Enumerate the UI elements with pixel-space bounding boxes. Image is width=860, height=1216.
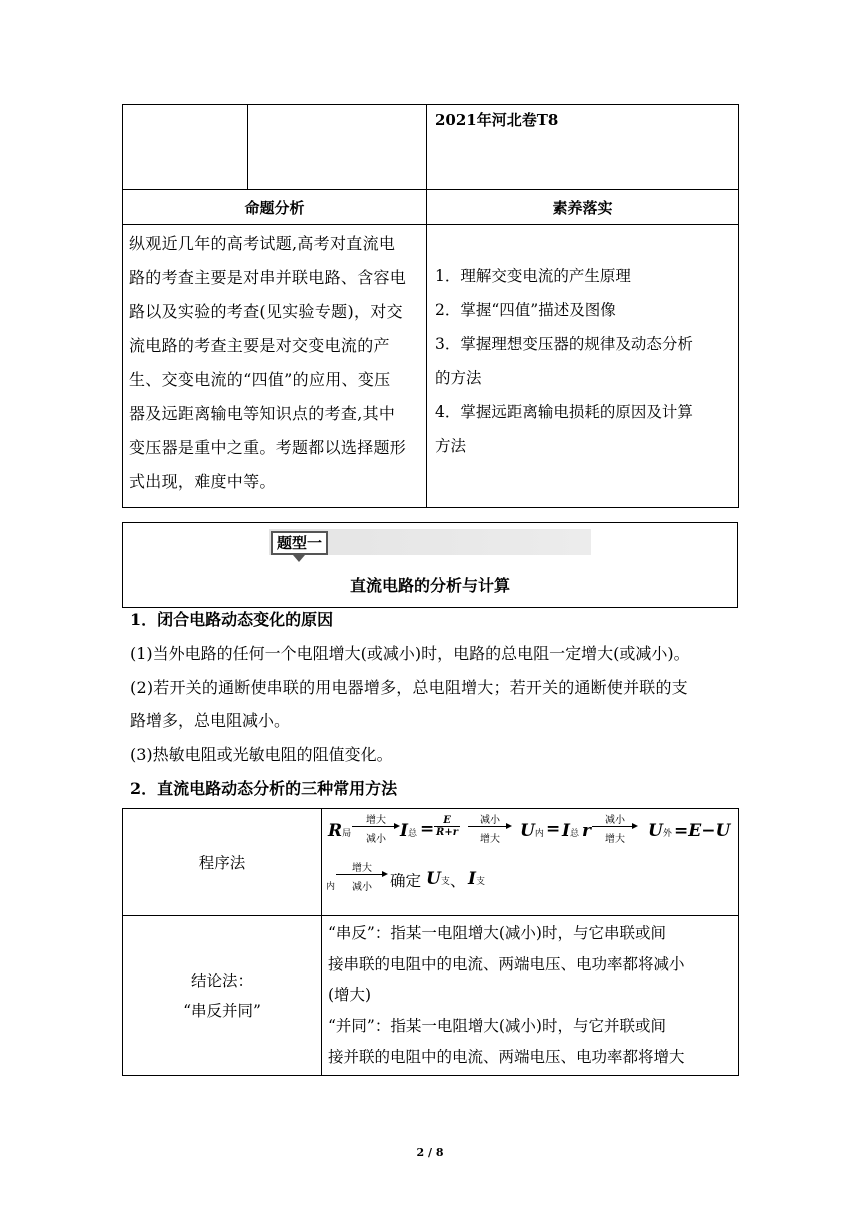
table-row	[123, 190, 739, 225]
exam-year-ref: 2021年河北卷T8	[427, 105, 739, 190]
formula-sub: 支	[475, 877, 485, 887]
arrow-icon	[468, 811, 512, 845]
column-header-analysis: 命题分析	[123, 190, 427, 225]
formula-var: I	[468, 869, 476, 889]
conclusion-line: (增大)	[328, 986, 372, 1004]
goal-line: 的方法	[435, 369, 482, 387]
page-number: 2 / 8	[416, 1146, 444, 1159]
formula-var: U	[426, 869, 441, 889]
table-cell	[248, 105, 427, 190]
formula-sub: 外	[662, 829, 672, 839]
paragraph: (2)若开关的通断使串联的用电器增多，总电阻增大；若开关的通断使并联的支	[130, 678, 688, 697]
goal-line: 4．掌握远距离输电损耗的原因及计算	[435, 403, 693, 421]
conclusion-cell	[322, 916, 739, 1076]
arrow-label: 减小	[480, 815, 500, 826]
goals-cell	[427, 225, 739, 508]
analysis-line: 路以及实验的考查(见实验专题)，对交	[129, 302, 403, 321]
formula-eq: =	[546, 819, 561, 839]
paragraph: (3)热敏电阻或光敏电阻的阻值变化。	[130, 745, 393, 764]
arrow-icon	[592, 811, 638, 845]
table-row	[123, 809, 739, 916]
table-cell	[123, 105, 248, 190]
tag-pointer-icon	[293, 555, 305, 562]
formula-var: U	[648, 821, 663, 841]
table-row	[123, 916, 739, 1076]
analysis-line: 路的考查主要是对串并联电路、含容电	[129, 268, 407, 287]
method-name-line: 结论法：	[190, 971, 253, 990]
methods-table	[122, 808, 739, 1076]
analysis-line: 变压器是重中之重。考题都以选择题形	[129, 438, 407, 457]
table-row	[123, 105, 739, 190]
analysis-line: 式出现，难度中等。	[129, 472, 276, 491]
conclusion-line: “并同”：指某一电阻增大(减小)时，与它并联或间	[328, 1017, 666, 1035]
method-name	[123, 916, 322, 1076]
goal-line: 3．掌握理想变压器的规律及动态分析	[435, 335, 693, 353]
formula-var: r	[582, 821, 591, 841]
analysis-cell	[123, 225, 427, 508]
goal-line: 2．掌握“四值”描述及图像	[435, 301, 616, 319]
formula-var: I	[562, 821, 570, 841]
arrow-label: 减小	[366, 834, 386, 845]
analysis-line: 生、交变电流的“四值”的应用、变压	[129, 370, 391, 389]
formula-tail: =E−U	[674, 821, 731, 841]
arrow-label: 增大	[352, 863, 372, 874]
arrow-label: 增大	[605, 834, 625, 845]
conclusion-line: 接串联的电阻中的电流、两端电压、电功率都将减小	[328, 955, 685, 973]
question-type-banner	[269, 529, 591, 555]
section-heading: 2．直流电路动态分析的三种常用方法	[130, 779, 398, 798]
analysis-line: 纵观近几年的高考试题,高考对直流电	[129, 234, 396, 253]
formula-sub: 内	[326, 882, 336, 892]
paragraph: 路增多，总电阻减小。	[130, 711, 291, 730]
fraction-numerator: E	[434, 815, 460, 827]
formula-sub: 局	[342, 829, 352, 839]
question-type-tag: 题型一	[271, 531, 328, 555]
formula-eq: =	[420, 819, 435, 839]
arrow-label: 减小	[352, 882, 372, 893]
conclusion-line: “串反”：指某一电阻增大(减小)时，与它串联或间	[328, 924, 666, 942]
procedure-formula	[322, 809, 738, 905]
formula-var: U	[520, 821, 535, 841]
paragraph: (1)当外电路的任何一个电阻增大(或减小)时，电路的总电阻一定增大(或减小)。	[130, 644, 690, 663]
question-type-box	[122, 522, 738, 608]
fraction	[434, 815, 460, 838]
analysis-line: 流电路的考查主要是对交变电流的产	[129, 336, 390, 355]
arrow-label: 减小	[605, 815, 625, 826]
section-heading: 1．闭合电路动态变化的原因	[130, 610, 334, 629]
arrow-icon	[336, 859, 388, 893]
arrow-label: 增大	[366, 815, 386, 826]
method-name-line: “串反并同”	[183, 1001, 261, 1020]
method-name: 程序法	[123, 809, 322, 916]
formula-var: R	[328, 821, 343, 841]
formula-sub: 内	[534, 829, 544, 839]
exam-analysis-table	[122, 104, 739, 508]
formula-sub: 总	[407, 829, 417, 839]
formula-sub: 支	[440, 877, 450, 887]
goal-line: 1．理解交变电流的产生原理	[435, 267, 631, 285]
formula-text: 、	[450, 872, 466, 890]
formula-var: I	[400, 821, 408, 841]
question-type-title: 直流电路的分析与计算	[349, 576, 510, 595]
analysis-line: 器及远距离输电等知识点的考查,其中	[129, 404, 396, 423]
procedure-formula-cell	[322, 809, 739, 916]
formula-sub: 总	[569, 829, 579, 839]
fraction-denominator: R+r	[436, 827, 458, 838]
table-row	[123, 225, 739, 508]
arrow-icon	[352, 811, 400, 845]
arrow-label: 增大	[480, 834, 500, 845]
conclusion-line: 接并联的电阻中的电流、两端电压、电功率都将增大	[328, 1048, 685, 1066]
goal-line: 方法	[435, 437, 467, 455]
column-header-goals: 素养落实	[427, 190, 739, 225]
formula-text: 确定	[390, 872, 422, 890]
